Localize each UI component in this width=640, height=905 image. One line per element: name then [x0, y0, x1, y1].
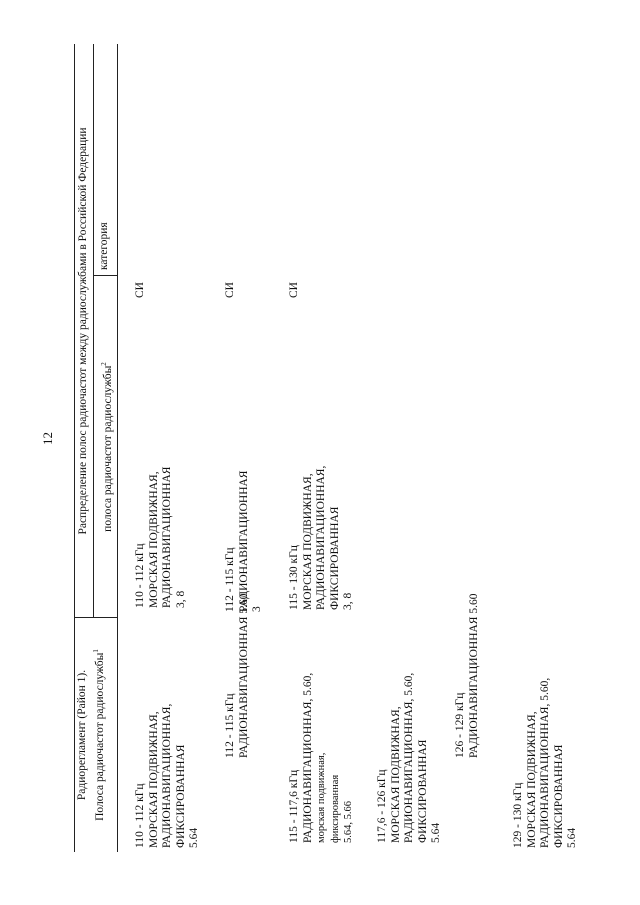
left-row-2: 112 - 115 кГц РАДИОНАВИГАЦИОННАЯ 5.60	[224, 593, 250, 758]
left-header-title: Радиорегламент (Район 1).	[76, 669, 88, 801]
left-row-6: 129 - 130 кГц МОРСКАЯ ПОДВИЖНАЯ, РАДИОНАВИГАЦИОННАЯ, 5.60, ФИКСИРОВАННАЯ 5.64	[512, 677, 578, 848]
left-row-4: 117,6 - 126 кГц МОРСКАЯ ПОДВИЖНАЯ, РАДИОНАВИГАЦИОННАЯ, 5.60, ФИКСИРОВАННАЯ 5.64	[376, 672, 442, 843]
left-header-footnote: 1	[92, 649, 100, 653]
right-row-1-category: СИ	[134, 282, 146, 298]
left-header-subtitle: Полоса радиочастот радиослужбы	[93, 652, 106, 821]
right-subheader-footnote: 2	[100, 362, 108, 366]
right-row-3: 115 - 130 кГц МОРСКАЯ ПОДВИЖНАЯ, РАДИОНАВИГАЦИОННАЯ, ФИКСИРОВАННАЯ 3, 8	[288, 465, 354, 610]
header-divider	[117, 44, 118, 852]
subheader-divider-right	[93, 44, 94, 618]
left-row-1: 110 - 112 кГц МОРСКАЯ ПОДВИЖНАЯ, РАДИОНАВИГАЦИОННАЯ, ФИКСИРОВАННАЯ 5.64	[134, 703, 200, 848]
page-number: 12	[40, 432, 55, 445]
left-row-3: 115 - 117,6 кГц РАДИОНАВИГАЦИОННАЯ, 5.60, морская подвижная, фиксированная 5.64, 5.66	[288, 672, 354, 843]
right-subheader-band: полоса радиочастот радиослужбы$^2$	[100, 362, 114, 532]
left-header	[75, 618, 107, 852]
allocation-table	[74, 44, 578, 852]
right-row-2-category: СИ	[224, 282, 236, 298]
right-header-title: Распределение полос радиочастот между радиослужбами в Российской Федерации	[77, 127, 89, 535]
right-row-2: 112 - 115 кГц РАДИОНАВИГАЦИОННАЯ 3	[224, 470, 263, 612]
right-row-3-category: СИ	[288, 282, 300, 298]
left-row-5: 126 - 129 кГц РАДИОНАВИГАЦИОННАЯ 5.60	[454, 593, 480, 758]
right-subheader-category: категория	[98, 222, 110, 270]
right-row-1: 110 - 112 кГц МОРСКАЯ ПОДВИЖНАЯ, РАДИОНАВИГАЦИОННАЯ 3, 8	[134, 466, 187, 608]
